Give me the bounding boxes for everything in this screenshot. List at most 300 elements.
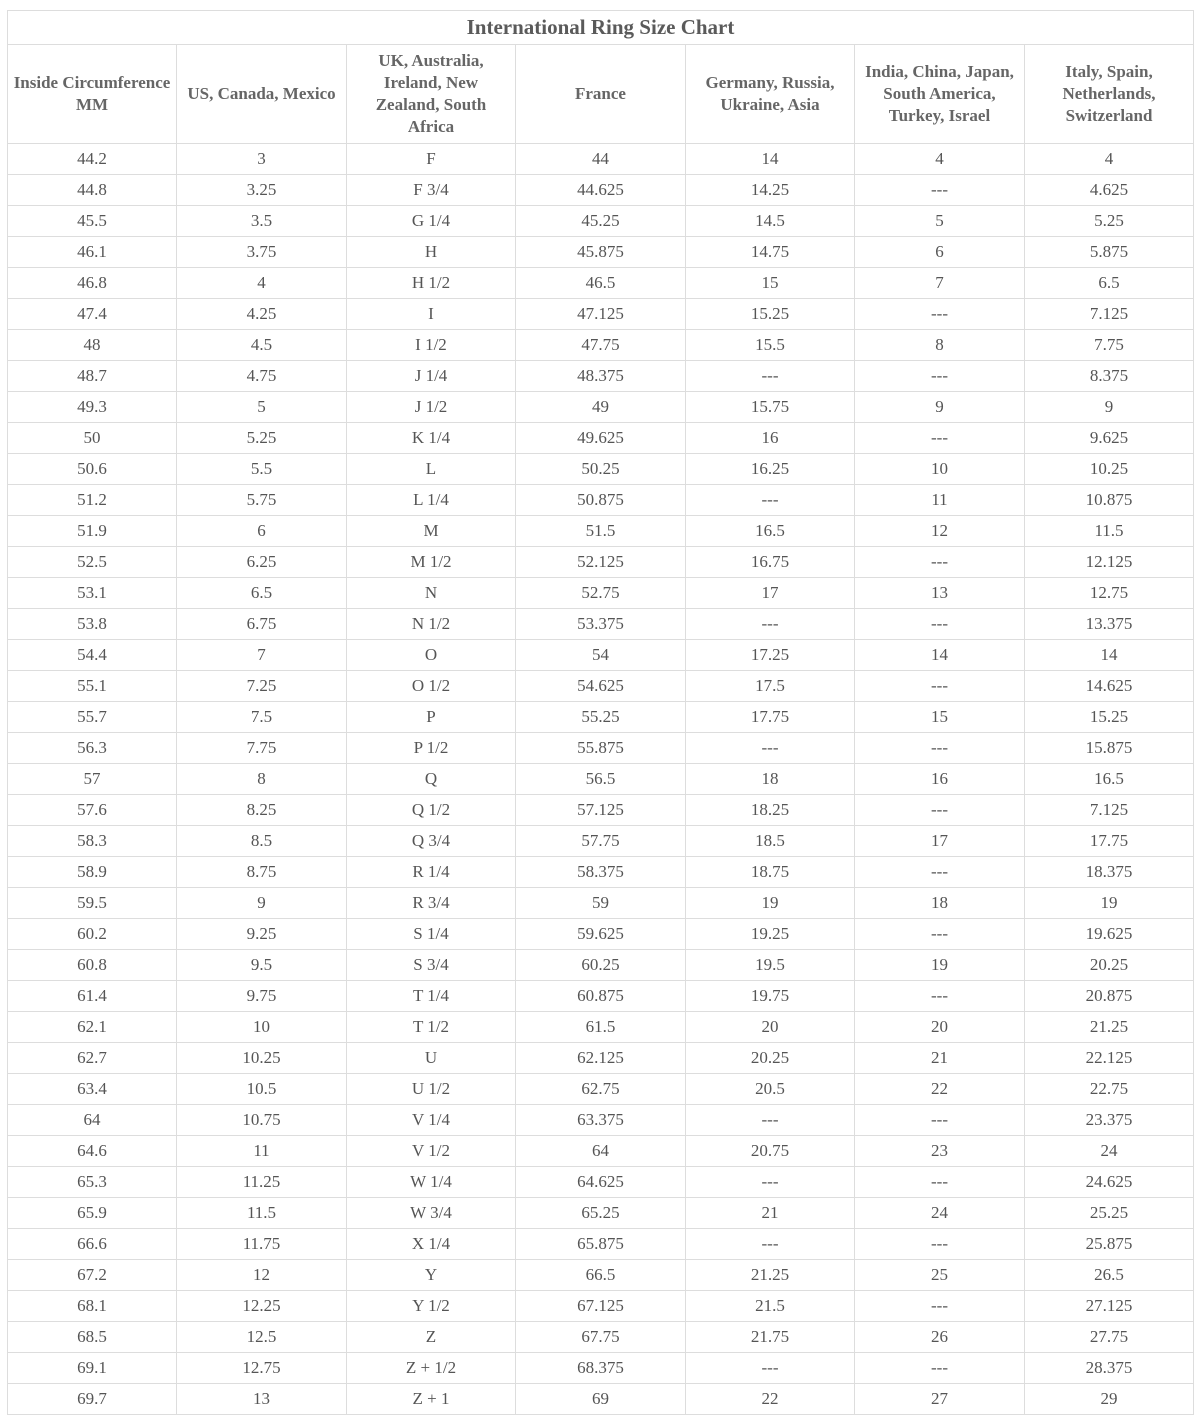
table-cell: Z	[347, 1322, 516, 1353]
table-cell: 16.5	[1025, 764, 1194, 795]
table-cell: M	[347, 516, 516, 547]
table-cell: 11.75	[177, 1229, 347, 1260]
table-row	[8, 516, 1194, 547]
table-cell: 18.75	[686, 857, 855, 888]
table-cell: ---	[855, 919, 1025, 950]
table-cell: 60.25	[516, 950, 686, 981]
table-cell: 17	[686, 578, 855, 609]
table-cell: 6.25	[177, 547, 347, 578]
table-cell: T 1/2	[347, 1012, 516, 1043]
table-cell: I 1/2	[347, 330, 516, 361]
table-row	[8, 981, 1194, 1012]
table-cell: 6.75	[177, 609, 347, 640]
table-cell: 13	[855, 578, 1025, 609]
table-cell: 7.25	[177, 671, 347, 702]
table-cell: F	[347, 144, 516, 175]
table-cell: 19.25	[686, 919, 855, 950]
table-cell: 23	[855, 1136, 1025, 1167]
table-cell: O 1/2	[347, 671, 516, 702]
table-cell: 3	[177, 144, 347, 175]
table-cell: 62.1	[8, 1012, 177, 1043]
table-cell: 26.5	[1025, 1260, 1194, 1291]
table-cell: 10.75	[177, 1105, 347, 1136]
table-cell: 6.5	[1025, 268, 1194, 299]
table-cell: 11.5	[1025, 516, 1194, 547]
table-row	[8, 640, 1194, 671]
table-cell: 60.875	[516, 981, 686, 1012]
table-cell: 49	[516, 392, 686, 423]
table-cell: 19.75	[686, 981, 855, 1012]
table-cell: 46.5	[516, 268, 686, 299]
table-cell: 8.375	[1025, 361, 1194, 392]
table-cell: ---	[855, 1291, 1025, 1322]
table-cell: 7	[855, 268, 1025, 299]
table-cell: T 1/4	[347, 981, 516, 1012]
table-cell: 55.7	[8, 702, 177, 733]
table-cell: 66.6	[8, 1229, 177, 1260]
table-row	[8, 950, 1194, 981]
table-cell: 17.5	[686, 671, 855, 702]
table-cell: Q	[347, 764, 516, 795]
table-cell: 65.9	[8, 1198, 177, 1229]
table-cell: P	[347, 702, 516, 733]
table-cell: 50.6	[8, 454, 177, 485]
table-cell: Z + 1	[347, 1384, 516, 1415]
table-cell: M 1/2	[347, 547, 516, 578]
table-cell: 57	[8, 764, 177, 795]
table-cell: 45.5	[8, 206, 177, 237]
table-cell: 15	[855, 702, 1025, 733]
table-row	[8, 857, 1194, 888]
table-row	[8, 1198, 1194, 1229]
table-cell: 9.5	[177, 950, 347, 981]
table-row	[8, 702, 1194, 733]
table-row	[8, 1136, 1194, 1167]
table-cell: 11.5	[177, 1198, 347, 1229]
table-cell: 52.5	[8, 547, 177, 578]
table-cell: 6.5	[177, 578, 347, 609]
table-cell: 18.25	[686, 795, 855, 826]
table-cell: 21	[855, 1043, 1025, 1074]
table-cell: 24	[855, 1198, 1025, 1229]
table-cell: 15.25	[1025, 702, 1194, 733]
table-cell: 45.875	[516, 237, 686, 268]
table-cell: 50.875	[516, 485, 686, 516]
table-cell: 7.125	[1025, 299, 1194, 330]
table-cell: 10	[855, 454, 1025, 485]
table-cell: 4.75	[177, 361, 347, 392]
table-row	[8, 485, 1194, 516]
table-cell: 22.75	[1025, 1074, 1194, 1105]
table-cell: 7.5	[177, 702, 347, 733]
table-cell: 62.7	[8, 1043, 177, 1074]
table-cell: 11	[177, 1136, 347, 1167]
table-cell: 4	[177, 268, 347, 299]
table-cell: 54.4	[8, 640, 177, 671]
table-cell: L 1/4	[347, 485, 516, 516]
table-cell: 21.25	[686, 1260, 855, 1291]
table-cell: 69	[516, 1384, 686, 1415]
table-cell: 60.2	[8, 919, 177, 950]
table-row	[8, 299, 1194, 330]
table-row	[8, 795, 1194, 826]
table-cell: 15.875	[1025, 733, 1194, 764]
table-cell: ---	[686, 361, 855, 392]
table-cell: Z + 1/2	[347, 1353, 516, 1384]
table-cell: 59.625	[516, 919, 686, 950]
table-cell: ---	[855, 671, 1025, 702]
table-cell: 51.2	[8, 485, 177, 516]
table-cell: ---	[855, 175, 1025, 206]
table-cell: 48.7	[8, 361, 177, 392]
table-cell: 59.5	[8, 888, 177, 919]
table-cell: 25.875	[1025, 1229, 1194, 1260]
table-cell: 58.3	[8, 826, 177, 857]
table-cell: 16.25	[686, 454, 855, 485]
table-cell: P 1/2	[347, 733, 516, 764]
table-cell: 9.75	[177, 981, 347, 1012]
table-row	[8, 144, 1194, 175]
table-cell: ---	[855, 609, 1025, 640]
table-cell: ---	[855, 1353, 1025, 1384]
table-cell: 15.5	[686, 330, 855, 361]
table-cell: 12	[855, 516, 1025, 547]
table-cell: 69.1	[8, 1353, 177, 1384]
table-cell: 18.5	[686, 826, 855, 857]
table-cell: ---	[855, 1167, 1025, 1198]
table-cell: 12.5	[177, 1322, 347, 1353]
table-cell: 53.375	[516, 609, 686, 640]
table-cell: J 1/2	[347, 392, 516, 423]
table-row	[8, 578, 1194, 609]
table-cell: 25	[855, 1260, 1025, 1291]
table-row	[8, 1012, 1194, 1043]
table-cell: 58.375	[516, 857, 686, 888]
table-cell: 61.4	[8, 981, 177, 1012]
table-cell: 54	[516, 640, 686, 671]
table-row	[8, 1322, 1194, 1353]
table-cell: 12.125	[1025, 547, 1194, 578]
table-cell: 10.5	[177, 1074, 347, 1105]
table-row	[8, 392, 1194, 423]
table-cell: 60.8	[8, 950, 177, 981]
table-cell: 10	[177, 1012, 347, 1043]
table-cell: 48.375	[516, 361, 686, 392]
table-cell: 47.125	[516, 299, 686, 330]
table-cell: 9	[855, 392, 1025, 423]
table-cell: 23.375	[1025, 1105, 1194, 1136]
table-cell: 25.25	[1025, 1198, 1194, 1229]
table-cell: 20.875	[1025, 981, 1194, 1012]
table-row	[8, 609, 1194, 640]
table-cell: 62.75	[516, 1074, 686, 1105]
table-row	[8, 206, 1194, 237]
table-cell: 20	[686, 1012, 855, 1043]
table-cell: 61.5	[516, 1012, 686, 1043]
table-cell: 15	[686, 268, 855, 299]
table-cell: W 3/4	[347, 1198, 516, 1229]
table-cell: 53.1	[8, 578, 177, 609]
table-cell: 8.5	[177, 826, 347, 857]
table-cell: 21.5	[686, 1291, 855, 1322]
table-cell: N	[347, 578, 516, 609]
table-cell: 68.375	[516, 1353, 686, 1384]
table-cell: 8	[855, 330, 1025, 361]
table-cell: V 1/4	[347, 1105, 516, 1136]
table-cell: 14	[855, 640, 1025, 671]
table-cell: 14.75	[686, 237, 855, 268]
table-cell: 14.25	[686, 175, 855, 206]
table-row	[8, 1353, 1194, 1384]
table-cell: 4.25	[177, 299, 347, 330]
table-cell: 21	[686, 1198, 855, 1229]
table-cell: 57.6	[8, 795, 177, 826]
table-cell: R 3/4	[347, 888, 516, 919]
table-row	[8, 175, 1194, 206]
title-row	[8, 11, 1194, 45]
table-cell: 4	[1025, 144, 1194, 175]
table-cell: 17.75	[1025, 826, 1194, 857]
table-cell: O	[347, 640, 516, 671]
table-cell: 57.125	[516, 795, 686, 826]
table-row	[8, 1229, 1194, 1260]
table-cell: 19.625	[1025, 919, 1194, 950]
chart-title: International Ring Size Chart	[8, 11, 1194, 45]
table-row	[8, 423, 1194, 454]
table-cell: 64	[8, 1105, 177, 1136]
table-cell: 46.8	[8, 268, 177, 299]
table-cell: 47.4	[8, 299, 177, 330]
table-cell: 24.625	[1025, 1167, 1194, 1198]
table-cell: 67.125	[516, 1291, 686, 1322]
table-cell: Y	[347, 1260, 516, 1291]
table-body	[8, 144, 1194, 1415]
table-cell: 7.75	[1025, 330, 1194, 361]
table-cell: 52.125	[516, 547, 686, 578]
table-cell: 44.8	[8, 175, 177, 206]
table-row	[8, 1260, 1194, 1291]
table-row	[8, 888, 1194, 919]
table-cell: 56.3	[8, 733, 177, 764]
table-cell: S 1/4	[347, 919, 516, 950]
table-cell: 59	[516, 888, 686, 919]
table-cell: ---	[855, 423, 1025, 454]
table-cell: 51.9	[8, 516, 177, 547]
table-cell: J 1/4	[347, 361, 516, 392]
table-cell: ---	[855, 299, 1025, 330]
table-cell: 12	[177, 1260, 347, 1291]
table-cell: ---	[855, 795, 1025, 826]
table-cell: 19	[1025, 888, 1194, 919]
table-cell: ---	[686, 1167, 855, 1198]
table-cell: 55.25	[516, 702, 686, 733]
table-cell: 9	[1025, 392, 1194, 423]
column-header: Inside Circumference MM	[8, 45, 177, 144]
table-cell: V 1/2	[347, 1136, 516, 1167]
table-cell: 65.875	[516, 1229, 686, 1260]
table-cell: 68.1	[8, 1291, 177, 1322]
table-cell: 44	[516, 144, 686, 175]
table-cell: 64.625	[516, 1167, 686, 1198]
column-header: Germany, Russia, Ukraine, Asia	[686, 45, 855, 144]
column-header: Italy, Spain, Netherlands, Switzerland	[1025, 45, 1194, 144]
table-cell: 19.5	[686, 950, 855, 981]
table-cell: 20	[855, 1012, 1025, 1043]
table-cell: 55.875	[516, 733, 686, 764]
table-cell: 10.25	[1025, 454, 1194, 485]
table-cell: 3.25	[177, 175, 347, 206]
table-cell: 4.5	[177, 330, 347, 361]
header-row	[8, 45, 1194, 144]
table-cell: 4	[855, 144, 1025, 175]
table-cell: 57.75	[516, 826, 686, 857]
table-cell: 20.25	[1025, 950, 1194, 981]
table-cell: 45.25	[516, 206, 686, 237]
table-cell: 11	[855, 485, 1025, 516]
table-cell: 14	[686, 144, 855, 175]
table-row	[8, 330, 1194, 361]
table-cell: 12.75	[1025, 578, 1194, 609]
table-cell: 17.75	[686, 702, 855, 733]
table-cell: ---	[686, 1105, 855, 1136]
table-cell: 3.5	[177, 206, 347, 237]
table-row	[8, 547, 1194, 578]
table-cell: 5.25	[177, 423, 347, 454]
table-cell: 20.75	[686, 1136, 855, 1167]
table-cell: 4.625	[1025, 175, 1194, 206]
table-cell: 5	[177, 392, 347, 423]
table-row	[8, 764, 1194, 795]
table-cell: ---	[686, 1229, 855, 1260]
table-cell: 16	[686, 423, 855, 454]
table-cell: 51.5	[516, 516, 686, 547]
table-cell: 63.4	[8, 1074, 177, 1105]
table-cell: 68.5	[8, 1322, 177, 1353]
table-cell: 9.625	[1025, 423, 1194, 454]
table-cell: 44.625	[516, 175, 686, 206]
table-cell: 66.5	[516, 1260, 686, 1291]
table-cell: U	[347, 1043, 516, 1074]
table-cell: 65.3	[8, 1167, 177, 1198]
table-row	[8, 361, 1194, 392]
table-cell: ---	[855, 733, 1025, 764]
table-row	[8, 237, 1194, 268]
column-header: US, Canada, Mexico	[177, 45, 347, 144]
column-header: France	[516, 45, 686, 144]
table-cell: 9.25	[177, 919, 347, 950]
table-row	[8, 1105, 1194, 1136]
table-cell: 58.9	[8, 857, 177, 888]
table-cell: 46.1	[8, 237, 177, 268]
table-cell: 22	[855, 1074, 1025, 1105]
table-row	[8, 1167, 1194, 1198]
table-cell: 8.75	[177, 857, 347, 888]
table-cell: 69.7	[8, 1384, 177, 1415]
table-cell: 18	[855, 888, 1025, 919]
table-cell: 52.75	[516, 578, 686, 609]
table-cell: 18.375	[1025, 857, 1194, 888]
table-row	[8, 1074, 1194, 1105]
table-cell: 13	[177, 1384, 347, 1415]
table-row	[8, 919, 1194, 950]
table-cell: 67.75	[516, 1322, 686, 1353]
table-row	[8, 671, 1194, 702]
table-cell: Q 1/2	[347, 795, 516, 826]
table-cell: 20.25	[686, 1043, 855, 1074]
table-cell: 56.5	[516, 764, 686, 795]
table-row	[8, 733, 1194, 764]
table-cell: ---	[855, 547, 1025, 578]
table-cell: I	[347, 299, 516, 330]
table-cell: X 1/4	[347, 1229, 516, 1260]
table-cell: ---	[855, 1229, 1025, 1260]
table-cell: 26	[855, 1322, 1025, 1353]
table-cell: F 3/4	[347, 175, 516, 206]
table-cell: H	[347, 237, 516, 268]
table-cell: 17	[855, 826, 1025, 857]
table-cell: 14.5	[686, 206, 855, 237]
table-cell: 5	[855, 206, 1025, 237]
table-cell: 49.3	[8, 392, 177, 423]
table-cell: H 1/2	[347, 268, 516, 299]
table-cell: 28.375	[1025, 1353, 1194, 1384]
table-cell: 19	[686, 888, 855, 919]
table-cell: 50	[8, 423, 177, 454]
column-header: UK, Australia, Ireland, New Zealand, South Africa	[347, 45, 516, 144]
table-cell: 65.25	[516, 1198, 686, 1229]
table-cell: L	[347, 454, 516, 485]
table-cell: 6	[855, 237, 1025, 268]
table-cell: 14.625	[1025, 671, 1194, 702]
table-cell: 7.125	[1025, 795, 1194, 826]
table-row	[8, 1291, 1194, 1322]
table-row	[8, 268, 1194, 299]
table-cell: 5.875	[1025, 237, 1194, 268]
table-cell: ---	[686, 485, 855, 516]
table-cell: 64.6	[8, 1136, 177, 1167]
table-cell: 27.75	[1025, 1322, 1194, 1353]
table-cell: 5.5	[177, 454, 347, 485]
table-cell: S 3/4	[347, 950, 516, 981]
table-cell: ---	[855, 857, 1025, 888]
table-cell: 53.8	[8, 609, 177, 640]
table-cell: 13.375	[1025, 609, 1194, 640]
column-header: India, China, Japan, South America, Turkey, Israel	[855, 45, 1025, 144]
table-row	[8, 454, 1194, 485]
table-cell: 6	[177, 516, 347, 547]
table-cell: ---	[855, 361, 1025, 392]
table-cell: 16	[855, 764, 1025, 795]
table-cell: K 1/4	[347, 423, 516, 454]
table-cell: 62.125	[516, 1043, 686, 1074]
table-cell: ---	[686, 733, 855, 764]
table-cell: 15.75	[686, 392, 855, 423]
table-cell: 67.2	[8, 1260, 177, 1291]
table-cell: 64	[516, 1136, 686, 1167]
table-cell: 8.25	[177, 795, 347, 826]
table-cell: 55.1	[8, 671, 177, 702]
table-cell: 50.25	[516, 454, 686, 485]
ring-size-chart	[7, 10, 1193, 1415]
table-cell: G 1/4	[347, 206, 516, 237]
table-cell: 12.75	[177, 1353, 347, 1384]
table-cell: 29	[1025, 1384, 1194, 1415]
table-cell: 7	[177, 640, 347, 671]
table-cell: 10.875	[1025, 485, 1194, 516]
table-cell: ---	[855, 981, 1025, 1012]
table-cell: N 1/2	[347, 609, 516, 640]
table-cell: 24	[1025, 1136, 1194, 1167]
